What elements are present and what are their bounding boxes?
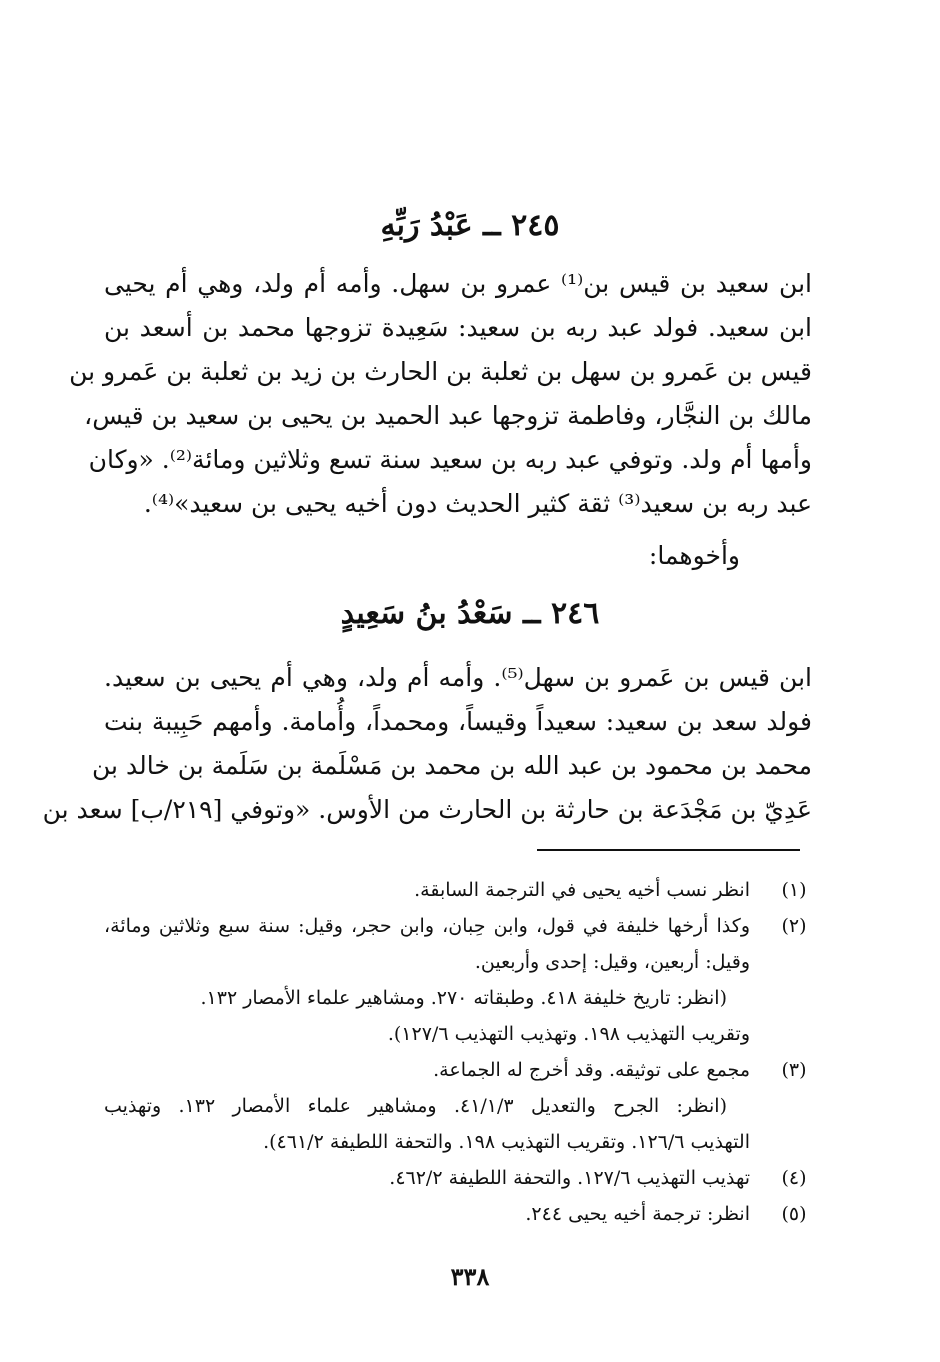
entry-245-line-4: مالك بن النجَّار، وفاطمة تزوجها عبد الحميد بن يحيى بن سعيد بن قيس، xyxy=(84,401,812,430)
footnote-number: (٢) xyxy=(781,915,807,937)
entry-245-line-1: ابن سعيد بن قيس بن⁽¹⁾ عمرو بن سهل. وأمه أم ولد، وهي أم يحيى xyxy=(104,269,812,298)
entry-246-line-3: محمد بن محمود بن عبد الله بن محمد بن مَسْلَمة بن سَلَمة بن خالد بن xyxy=(92,751,812,780)
footnote-text: مجمع على توثيقه. وقد أخرج له الجماعة. xyxy=(433,1059,750,1081)
footnote-text: وتقريب التهذيب ١٩٨. وتهذيب التهذيب ١٢٧/٦). xyxy=(387,1023,750,1045)
footnote-3 xyxy=(104,1056,812,1086)
footnote-number: (٣) xyxy=(781,1059,807,1081)
footnote-2-line-3 xyxy=(104,984,812,1014)
footnote-text: (انظر: الجرح والتعديل ٤١/١/٣. ومشاهير علماء الأمصار ١٣٢. وتهذيب xyxy=(104,1095,727,1117)
footnote-text: وكذا أرخها خليفة في قول، وابن حِبان، وابن حجر، وقيل: سنة سبع وثلاثين ومائة، xyxy=(104,915,750,937)
brothers-label: وأخوهما: xyxy=(648,541,740,570)
footnote-2 xyxy=(104,912,812,942)
entry-246-line-4: عَدِيّ بن مَجْدَعة بن حارثة بن الحارث من الأوس. «وتوفي [٢١٩/ب] سعد بن xyxy=(42,795,812,824)
entry-245-heading: ٢٤٥ ــ عَبْدُ رَبِّهِ xyxy=(380,208,560,243)
entry-245-line-3: قيس بن عَمرو بن سهل بن ثعلبة بن الحارث بن زيد بن ثعلبة بن عَمرو بن xyxy=(69,357,812,386)
entry-245-line-2: ابن سعيد. فولد عبد ربه بن سعيد: سَعِيدة تزوجها محمد بن أسعد بن xyxy=(104,313,812,342)
footnote-separator xyxy=(537,849,800,851)
footnote-2-line-4 xyxy=(104,1020,812,1050)
entry-245-line-5: وأمها أم ولد. وتوفي عبد ربه بن سعيد سنة تسع وثلاثين ومائة⁽²⁾. «وكان xyxy=(88,445,812,474)
footnote-number: (٥) xyxy=(781,1203,807,1225)
footnote-text: انظر: ترجمة أخيه يحيى ٢٤٤. xyxy=(525,1203,750,1225)
footnote-text: انظر نسب أخيه يحيى في الترجمة السابقة. xyxy=(414,879,750,901)
footnote-3-line-3 xyxy=(104,1128,812,1158)
footnote-text: وقيل: أربعين، وقيل: إحدى وأربعين. xyxy=(474,951,750,973)
entry-246-heading: ٢٤٦ ــ سَعْدُ بنُ سَعِيدٍ xyxy=(340,596,600,631)
entry-246-line-2: فولد سعد بن سعيد: سعيداً وقيساً، ومحمداً، وأُمامة. وأمهم حَبِيبة بنت xyxy=(104,707,812,736)
footnote-text: (انظر: تاريخ خليفة ٤١٨. وطبقاته ٢٧٠. ومشاهير علماء الأمصار ١٣٢. xyxy=(200,987,727,1009)
footnote-text: تهذيب التهذيب ١٢٧/٦. والتحفة اللطيفة ٤٦٢/٢. xyxy=(389,1167,750,1189)
footnote-5 xyxy=(104,1200,812,1230)
footnote-number: (١) xyxy=(781,879,807,901)
page-number: ٣٣٨ xyxy=(450,1262,490,1291)
footnote-4 xyxy=(104,1164,812,1194)
footnote-3-line-2 xyxy=(104,1092,812,1122)
entry-246-line-1: ابن قيس بن عَمرو بن سهل⁽⁵⁾. وأمه أم ولد، وهي أم يحيى بن سعيد. xyxy=(104,663,812,692)
footnote-number: (٤) xyxy=(781,1167,807,1189)
entry-245-line-6: عبد ربه بن سعيد⁽³⁾ ثقة كثير الحديث دون أخيه يحيى بن سعيد»⁽⁴⁾. xyxy=(143,489,812,518)
footnote-text: التهذيب ١٢٦/٦. وتقريب التهذيب ١٩٨. والتحفة اللطيفة ٤٦١/٢). xyxy=(263,1131,750,1153)
footnote-2-line-2 xyxy=(104,948,812,978)
footnote-1 xyxy=(104,876,812,906)
